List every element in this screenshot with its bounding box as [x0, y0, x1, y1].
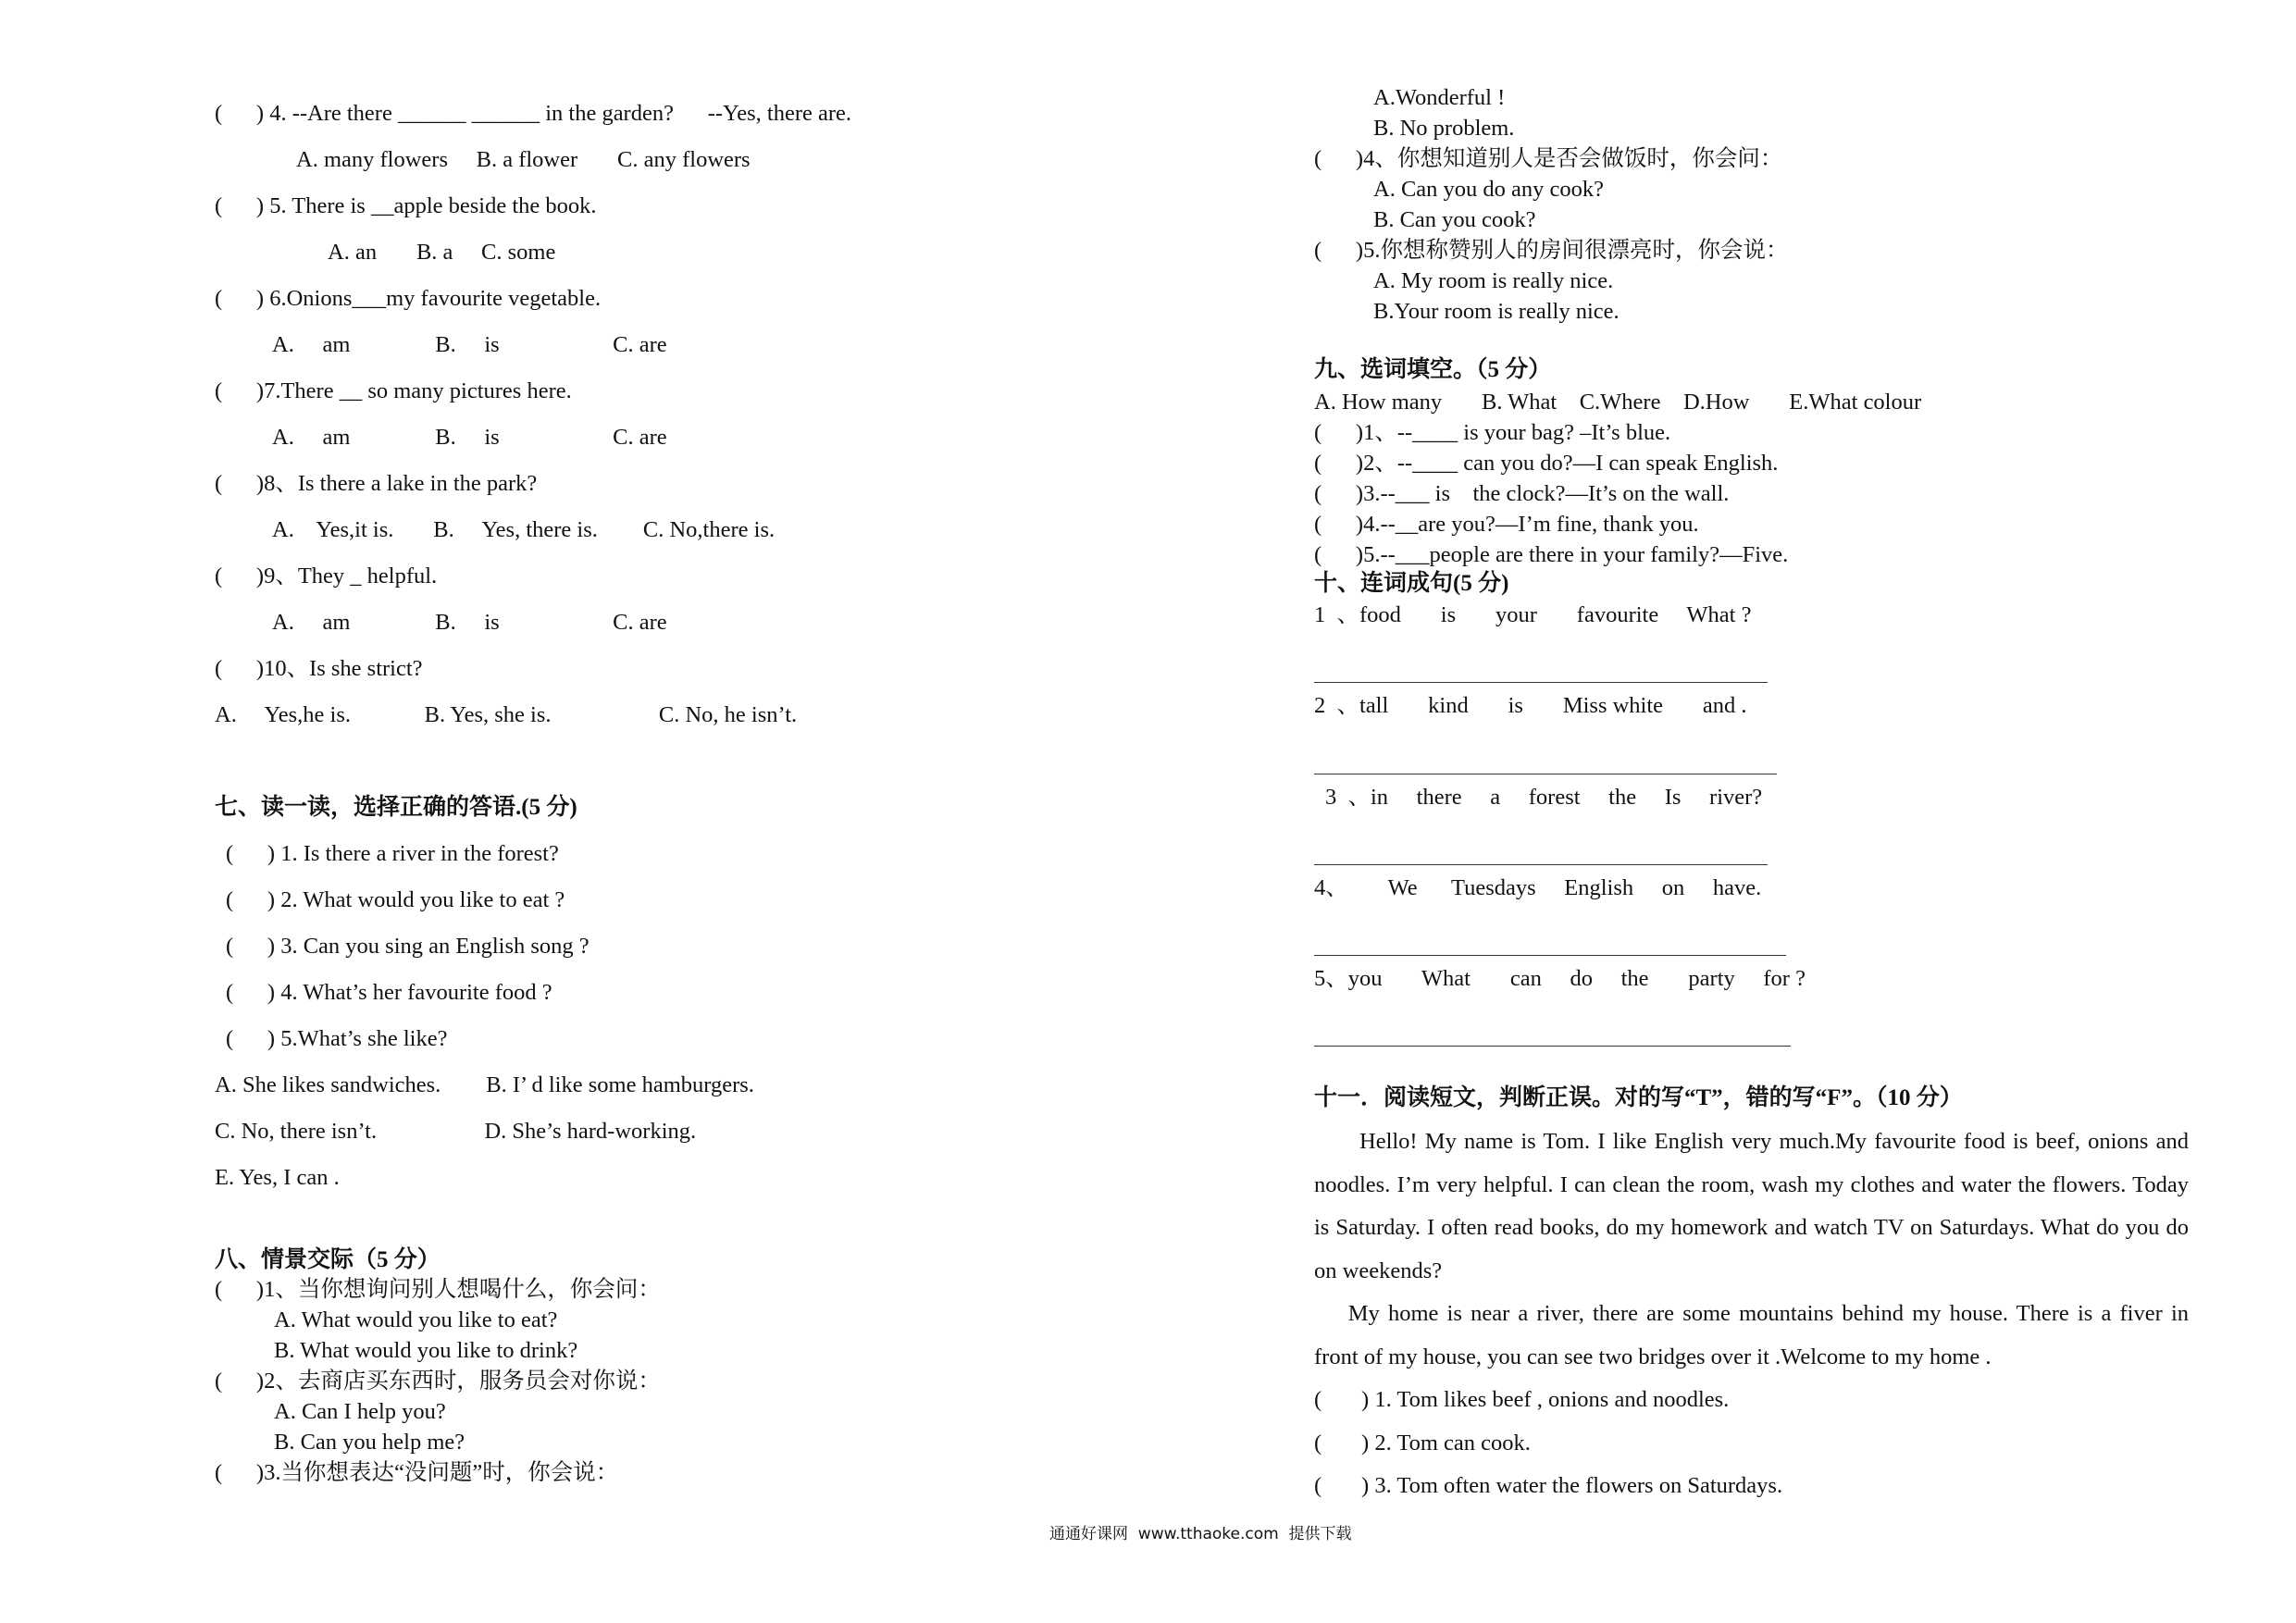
- s7-options-c-d: C. No, there isn’t. D. She’s hard-working.: [215, 1119, 697, 1144]
- question-8: ( )8、Is there a lake in the park?: [215, 471, 538, 496]
- s7-options-a-b: A. She likes sandwiches. B. I’ d like some hamburgers.: [215, 1072, 754, 1097]
- passage-paragraph-2: My home is near a river, there are some mountains behind my house. There is a fiver in front of my house, you can see two bridges over it .Welcome to my home .: [1314, 1301, 2189, 1369]
- section-11-title: 十一．阅读短文，判断正误。对的写“T”，错的写“F”。（10 分）: [1314, 1085, 1963, 1110]
- reading-passage: [1314, 1121, 2189, 1379]
- s9-word-options: A. How many B. What C.Where D.How E.What colour: [1314, 390, 1922, 415]
- s8-question-5-option-a: A. My room is really nice.: [1373, 268, 1614, 293]
- s7-question-1: ( ) 1. Is there a river in the forest?: [226, 841, 559, 866]
- s10-question-2: 2 、tall kind is Miss white and .: [1314, 693, 1747, 718]
- s8-question-5: ( )5.你想称赞别人的房间很漂亮时，你会说：: [1314, 238, 1789, 263]
- answer-line-3: [1314, 864, 1768, 865]
- s8-question-2-option-a: A. Can I help you?: [274, 1399, 446, 1424]
- s8-question-1: ( )1、当你想询问别人想喝什么，你会问：: [215, 1277, 661, 1302]
- question-8-options: A. Yes,it is. B. Yes, there is. C. No,there is.: [272, 517, 776, 542]
- question-10: ( )10、Is she strict?: [215, 656, 423, 681]
- footer-download-note: 通通好课网 www.tthaoke.com 提供下载: [1049, 1525, 1352, 1543]
- answer-line-1: [1314, 682, 1768, 683]
- question-5: ( ) 5. There is __apple beside the book.: [215, 193, 597, 218]
- s11-question-3: ( ) 3. Tom often water the flowers on Saturdays.: [1314, 1473, 1783, 1498]
- question-5-options: A. an B. a C. some: [328, 240, 556, 265]
- passage-paragraph-1: Hello! My name is Tom. I like English very much.My favourite food is beef, onions and noodles. I’m very helpful. I can clean the room, wash my clothes and water the flowers. Today is Saturday. I often read books, do my homework and watch TV on Saturdays. What do you do on weekends?: [1314, 1129, 2189, 1283]
- answer-line-4: [1314, 955, 1786, 956]
- question-4: ( ) 4. --Are there ______ ______ in the garden? --Yes, there are.: [215, 101, 852, 126]
- s7-question-4: ( ) 4. What’s her favourite food ?: [226, 980, 552, 1005]
- s8-question-5-option-b: B.Your room is really nice.: [1373, 299, 1620, 324]
- s7-option-e: E. Yes, I can .: [215, 1165, 340, 1190]
- section-9-title: 九、选词填空。（5 分）: [1314, 357, 1552, 382]
- s10-question-1: 1 、food is your favourite What ?: [1314, 602, 1752, 627]
- s8-question-4-option-a: A. Can you do any cook?: [1373, 177, 1605, 202]
- s10-question-5: 5、you What can do the party for ?: [1314, 966, 1806, 991]
- question-7-options: A. am B. is C. are: [272, 425, 667, 450]
- question-6: ( ) 6.Onions___my favourite vegetable.: [215, 286, 602, 311]
- s8-question-2: ( )2、去商店买东西时，服务员会对你说：: [215, 1369, 661, 1394]
- s7-question-2: ( ) 2. What would you like to eat ?: [226, 887, 565, 912]
- s8-question-3: ( )3.当你想表达“没问题”时，你会说：: [215, 1460, 619, 1485]
- s8-question-3-option-b: B. No problem.: [1373, 116, 1515, 141]
- s9-question-4: ( )4.--__are you?—I’m fine, thank you.: [1314, 512, 1699, 537]
- s8-question-3-option-a: A.Wonderful !: [1373, 85, 1506, 110]
- section-10-title: 十、连词成句(5 分): [1314, 571, 1509, 596]
- s11-question-1: ( ) 1. Tom likes beef , onions and noodles.: [1314, 1387, 1730, 1412]
- s8-question-1-option-b: B. What would you like to drink?: [274, 1338, 578, 1363]
- question-4-options: A. many flowers B. a flower C. any flowers: [296, 147, 751, 172]
- question-10-options: A. Yes,he is. B. Yes, she is. C. No, he isn’t.: [215, 702, 798, 727]
- s9-question-2: ( )2、--____ can you do?—I can speak English.: [1314, 451, 1779, 476]
- question-6-options: A. am B. is C. are: [272, 332, 667, 357]
- section-8-title: 八、情景交际（5 分）: [215, 1247, 441, 1272]
- section-7-title: 七、读一读，选择正确的答语.(5 分): [215, 795, 577, 820]
- s7-question-5: ( ) 5.What’s she like?: [226, 1026, 448, 1051]
- question-9: ( )9、They _ helpful.: [215, 564, 438, 588]
- s10-question-3: 3 、in there a forest the Is river?: [1325, 785, 1763, 810]
- s8-question-1-option-a: A. What would you like to eat?: [274, 1307, 558, 1332]
- s9-question-3: ( )3.--___ is the clock?—It’s on the wall.: [1314, 481, 1730, 506]
- s11-question-2: ( ) 2. Tom can cook.: [1314, 1431, 1531, 1456]
- s9-question-5: ( )5.--___people are there in your family?—Five.: [1314, 542, 1789, 567]
- s8-question-4-option-b: B. Can you cook?: [1373, 207, 1536, 232]
- question-7: ( )7.There __ so many pictures here.: [215, 378, 572, 403]
- s8-question-4: ( )4、你想知道别人是否会做饭时，你会问：: [1314, 146, 1783, 171]
- question-9-options: A. am B. is C. are: [272, 610, 667, 635]
- s7-question-3: ( ) 3. Can you sing an English song ?: [226, 934, 590, 959]
- answer-line-5: [1314, 1046, 1791, 1047]
- s8-question-2-option-b: B. Can you help me?: [274, 1430, 465, 1455]
- s10-question-4: 4、 We Tuesdays English on have.: [1314, 875, 1762, 900]
- s9-question-1: ( )1、--____ is your bag? –It’s blue.: [1314, 420, 1671, 445]
